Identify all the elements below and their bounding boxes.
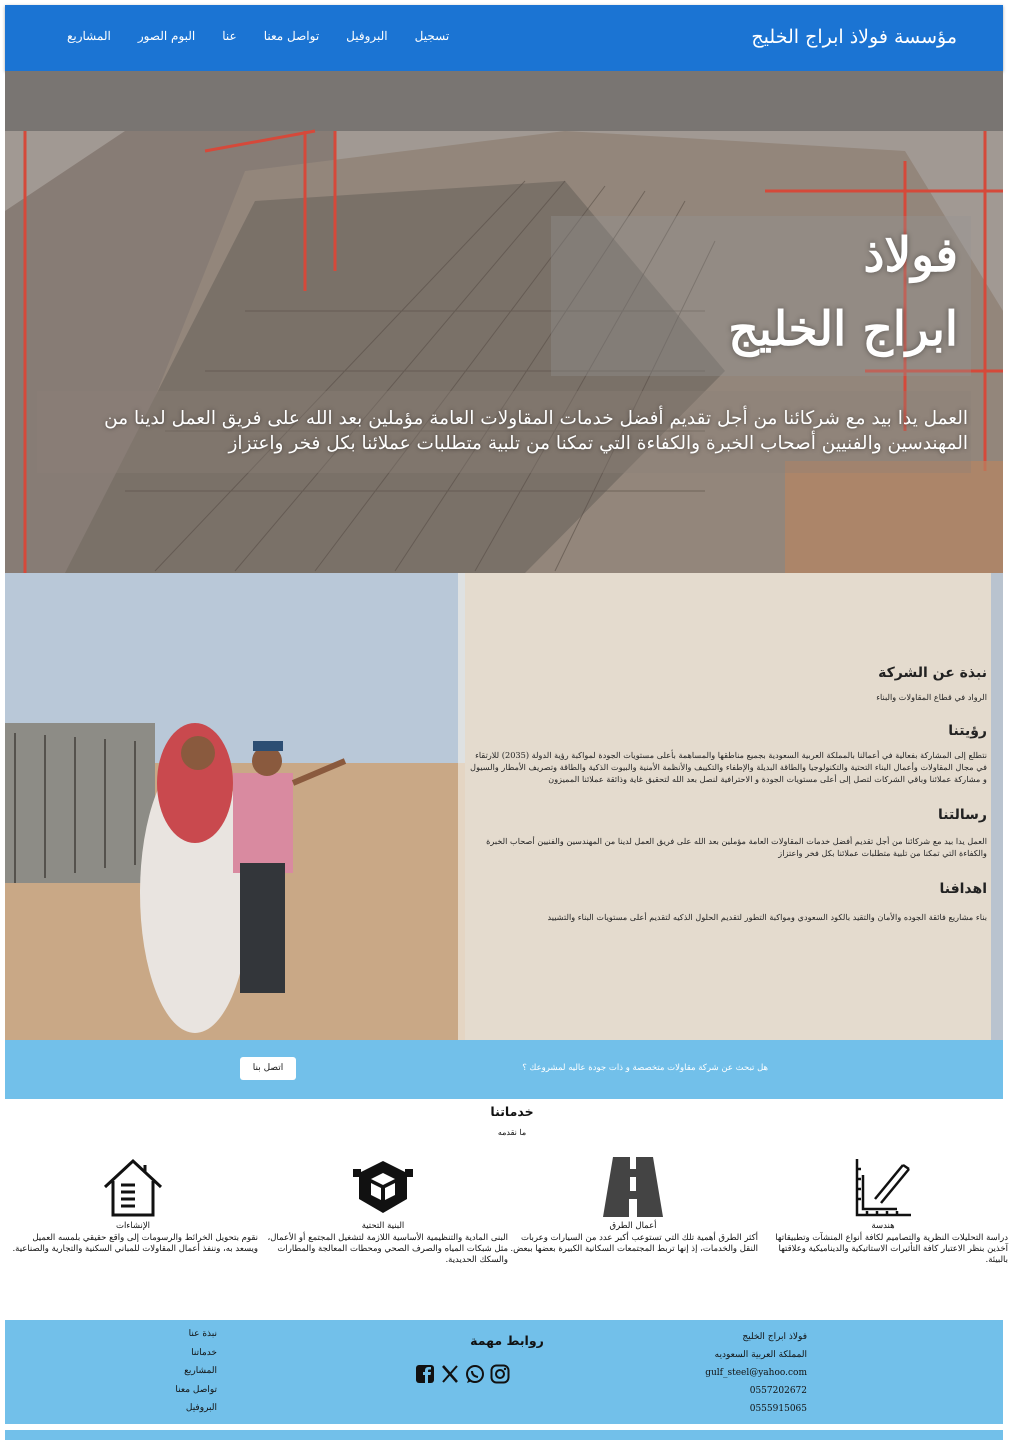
footer-country: المملكة العربية السعوديه [714, 1350, 807, 1360]
hero-title-line2: ابراج الخليج [728, 302, 958, 357]
mission-heading: رسالتنا [937, 807, 987, 823]
nav-link-about[interactable]: عنا [222, 29, 237, 43]
service-card-infrastructure [258, 1155, 508, 1266]
nav-link-profile[interactable]: البروفيل [346, 29, 388, 43]
footer-company-name: فولاذ ابراج الخليج [742, 1332, 807, 1342]
mission-text: العمل يدا بيد مع شركائنا من أجل تقديم أفضل خدمات المقاولات العامة مؤملين بعد الله على فريق العمل لدينا من المهندسين والفنيين أصحاب الخبرة والكفاءة التي تمكنا من تلبية متطلبات عملائنا بكل فخر واعتزاز [486, 836, 987, 858]
social-links [415, 1364, 510, 1384]
footer-links-title: روابط مهمة [470, 1333, 544, 1348]
site-visit-photo [5, 573, 465, 1040]
footer-link-projects[interactable]: المشاريع [184, 1366, 217, 1376]
footer-link-contact[interactable]: تواصل معنا [175, 1384, 217, 1395]
cta-banner [5, 1040, 1003, 1099]
service-card-construction [8, 1155, 258, 1255]
nav-link-projects[interactable]: المشاريع [67, 29, 111, 43]
whatsapp-icon[interactable] [465, 1364, 485, 1384]
about-heading: نبذة عن الشركة [878, 665, 987, 681]
footer-phone-2[interactable]: 0555915065 [749, 1404, 807, 1414]
cta-text: هل تبحث عن شركة مقاولات متخصصة و ذات جودة عاليه لمشروعك ؟ [522, 1063, 768, 1073]
service-description: دراسة التحليلات النظرية والتصاميم لكافة أنواع المنشآت وتطبيقاتها آخذين بنظر الاعتبار كافة التأثيرات الاستاتيكية والديناميكية وعلاقتها بالبيئة. [775, 1233, 1008, 1265]
service-description: نقوم بتحويل الخرائط والرسومات إلى واقع حقيقي بلمسه العميل ويسعد به، وننفذ أعمال المقاولات للمباني السكنية والتجارية والصناعية. [12, 1233, 258, 1254]
footer-link-services[interactable]: خدماتنا [191, 1347, 217, 1358]
house-building-icon [101, 1155, 165, 1219]
instagram-icon[interactable] [490, 1364, 510, 1384]
nav-link-register[interactable]: تسجيل [414, 29, 450, 43]
footer-bottom-bar [5, 1430, 1003, 1440]
service-name: هندسة [871, 1221, 895, 1231]
brand-name[interactable]: مؤسسة فولاذ ابراج الخليج [751, 26, 957, 48]
road-icon [601, 1155, 665, 1219]
vision-heading: رؤيتنا [948, 723, 987, 739]
footer-link-about[interactable]: نبذة عنا [188, 1329, 217, 1339]
goals-text: بناء مشاريع فائقة الجوده والأمان والتقيد بالكود السعودي ومواكبة التطور لتقديم الحلول الذكيه لتقديم أعلى مستويات البناء والتشييد [547, 912, 987, 922]
hero-title [728, 219, 958, 367]
services-subtitle: ما نقدمه [497, 1128, 527, 1137]
hero-description: العمل يدا بيد مع شركائنا من أجل تقديم أفضل خدمات المقاولات العامة مؤملين بعد الله على فريق العمل لدينا من المهندسين والفنيين أصحاب الخبرة والكفاءة التي تمكنا من تلبية متطلبات عملائنا بكل فخر واعتزاز [104, 408, 968, 454]
nav-link-contact[interactable]: تواصل معنا [263, 29, 320, 43]
footer-email[interactable]: gulf_steel@yahoo.com [705, 1368, 807, 1378]
service-name: أعمال الطرق [609, 1221, 657, 1231]
footer-quick-links [175, 1325, 217, 1418]
goals-heading: اهدافنا [939, 881, 987, 897]
service-card-roads [508, 1155, 758, 1255]
nav-link-gallery[interactable]: البوم الصور [137, 29, 196, 43]
service-description: أكثر الطرق أهمية تلك التي تستوعب أكبر عدد من السيارات وعربات النقل والخدمات، إذ إنها تربط المجتمعات السكانية الكبيرة بعضها ببعض. [510, 1233, 758, 1254]
services-title: خدماتنا [490, 1104, 534, 1119]
facebook-icon[interactable] [415, 1364, 435, 1384]
service-name: الإنشاءات [115, 1221, 151, 1231]
footer-company-info [705, 1328, 807, 1418]
footer [5, 1320, 1003, 1424]
service-card-engineering [758, 1155, 1008, 1266]
about-edge [991, 573, 1003, 1040]
engineering-ruler-icon [851, 1155, 915, 1219]
service-name: البنية التحتية [361, 1221, 405, 1231]
footer-phone-1[interactable]: 0557202672 [749, 1386, 807, 1396]
x-icon[interactable] [440, 1364, 460, 1384]
about-section [5, 573, 1003, 1040]
service-description: البنى المادية والتنظيمية الأساسية اللازمة لتشغيل المجتمع أو الأعمال، مثل شبكات المياه والصرف الصحي ومحطات المعالجة والمطارات والسكك الحديدية. [267, 1233, 508, 1265]
contact-us-button[interactable]: اتصل بنا [240, 1057, 296, 1080]
navbar [5, 5, 1003, 71]
hero-section [5, 71, 1003, 573]
vision-text: نتطلع إلى المشاركة بفعالية في أعمالنا بالمملكة العربية السعودية بجميع مناطقها والمساهمة بأعلى مستويات الجودة لمواكبة رؤية الدولة (2035) للارتقاء في مجال المقاولات وأعمال البناء التحتية والتكنولوجيا والطاقة البديلة والإطفاء والتكييف والأنظمة الأمنية والبيوت الذكية والطاقة وتصريف الأمطار والسيول و مشاركة عملائنا وباقي الشركات لتصل إلى أعلى مستويات الجودة و الاحترافية لنصل بعد الله لتحقيق غاية وذائقة عملائنا المميزون [470, 750, 987, 784]
footer-link-profile[interactable]: البروفيل [185, 1403, 217, 1413]
infrastructure-cube-icon [351, 1155, 415, 1219]
about-text: الرواد في قطاع المقاولات والبناء [876, 692, 987, 702]
nav-links [67, 29, 449, 43]
about-content [467, 665, 987, 923]
hero-title-line1: فولاذ [863, 228, 958, 283]
